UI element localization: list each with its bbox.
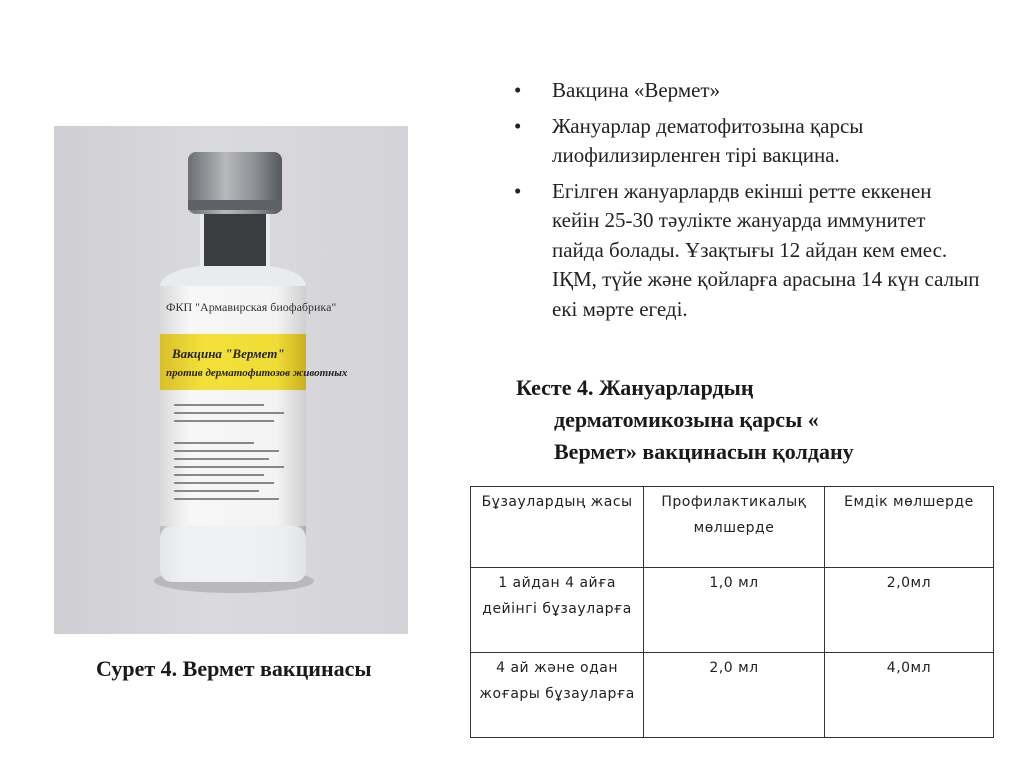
bullet-item-vaccine-type [510, 112, 980, 171]
table-title-line: дерматомикозына қарсы « [554, 407, 819, 432]
bullet-text: Вакцина «Вермет» [552, 78, 721, 102]
table-header-cell: Бұзаулардың жасы [471, 487, 644, 568]
bullet-dot: • [514, 113, 522, 138]
bullet-text: Жануарлар дематофитозына қарсы лиофилизирленген тірі вакцина. [552, 113, 864, 167]
bullet-dot: • [514, 178, 522, 203]
table-title-line: Кесте 4. Жануарлардың [516, 375, 754, 400]
table-header-cell: Емдік мөлшерде [824, 487, 993, 568]
bullet-text: Егілген жануарлардв екінші ретте еккенен кейін 25-30 тәулікте жануарда иммунитет пайда болады. Ұзақтығы 12 айдан кем емес. ІҚМ, түйе және қойларға арасына 14 күн салып екі мәрте егеді. [552, 178, 980, 321]
table-cell: 2,0мл [824, 568, 993, 653]
table-cell: 4 ай және одан жоғары бұзауларға [471, 653, 644, 738]
photo-caption: Сурет 4. Вермет вакцинасы [96, 656, 372, 681]
table-cell: 1 айдан 4 айға дейінгі бұзауларға [471, 568, 644, 653]
table-row [471, 568, 994, 653]
table-title [516, 372, 986, 468]
vaccine-photo [54, 126, 408, 634]
bullet-dot: • [514, 78, 522, 102]
table-cell: 1,0 мл [644, 568, 825, 653]
table-title-line: Вермет» вакцинасын қолдану [554, 439, 854, 464]
table-cell: 2,0 мл [644, 653, 825, 738]
table-cell: 4,0мл [824, 653, 993, 738]
dose-table [470, 486, 994, 738]
vial-label-title: Вакцина "Вермет" [172, 346, 285, 361]
vaccine-vial-image [54, 126, 408, 634]
table-row [471, 653, 994, 738]
vaccine-info-list [510, 76, 980, 330]
bullet-item-immunity [510, 177, 980, 325]
table-header-row [471, 487, 994, 568]
bullet-item-vaccine-name [510, 76, 980, 106]
vial-label-subtitle: против дерматофитозов животных [166, 367, 348, 379]
table-header-cell: Профилактикалық мөлшерде [644, 487, 825, 568]
vial-maker-text: ФКП "Армавирская биофабрика" [166, 300, 337, 314]
